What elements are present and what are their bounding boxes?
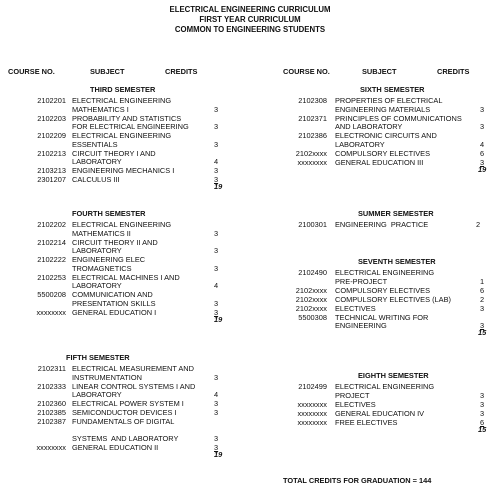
course-code: xxxxxxxx (36, 308, 66, 317)
course-credits: 4 (480, 139, 485, 149)
semester-total-seventh: 15 (478, 328, 487, 338)
semester-total-sixth: 19 (478, 164, 487, 174)
course-subject: TROMAGNETICS (72, 263, 132, 273)
semester-title-fifth: FIFTH SEMESTER (66, 353, 130, 362)
course-credits: 3 (480, 303, 485, 313)
course-subject: ELECTRICAL ENGINEERING (72, 131, 172, 141)
semester-total-eighth: 15 (478, 424, 487, 434)
course-credits: 3 (214, 228, 219, 238)
course-subject: SYSTEMS AND LABORATORY (72, 434, 179, 444)
course-code: 2102209 (37, 131, 66, 141)
course-code: xxxxxxxx (36, 443, 66, 453)
course-subject: SEMICONDUCTOR DEVICES I (72, 408, 177, 418)
course-code: 2102xxxx (295, 148, 327, 158)
course-credits: 3 (480, 122, 485, 132)
course-credits: 4 (214, 390, 219, 400)
course-code: 2102214 (37, 237, 66, 247)
course-credits: 3 (214, 246, 219, 256)
course-subject: ELECTRICAL ENGINEERING (72, 220, 172, 229)
course-subject: COMMUNICATION AND (72, 290, 153, 300)
course-subject: COMPULSORY ELECTIVES (LAB) (335, 294, 451, 304)
course-code: 2102387 (37, 417, 66, 427)
course-code: 2301207 (37, 175, 66, 185)
course-code: 2102360 (37, 399, 66, 409)
semester-title-fourth: FOURTH SEMESTER (72, 209, 146, 218)
course-subject: PRESENTATION SKILLS (72, 299, 156, 308)
course-credits: 3 (214, 434, 219, 444)
course-credits: 3 (480, 390, 485, 400)
course-subject: CIRCUIT THEORY I AND (72, 148, 156, 158)
course-subject: COMPULSORY ELECTIVES (335, 148, 431, 158)
course-credits: 3 (480, 399, 485, 409)
course-credits: 3 (214, 122, 219, 132)
course-subject: ELECTRONIC CIRCUITS AND (335, 131, 437, 141)
col-subject: SUBJECT (90, 67, 125, 76)
course-subject: CIRCUIT THEORY II AND (72, 237, 158, 247)
semester-title-sixth: SIXTH SEMESTER (360, 85, 425, 94)
course-subject: GENERAL EDUCATION III (335, 157, 424, 167)
course-subject: ESSENTIALS (72, 139, 118, 149)
course-subject: ELECTIVES (335, 399, 376, 409)
course-code: 2103213 (37, 166, 66, 176)
course-code: 2102213 (37, 148, 66, 158)
course-code: 5500208 (37, 290, 66, 300)
course-subject: INSTRUMENTATION (72, 372, 142, 382)
total-credits-label: TOTAL CREDITS FOR GRADUATION = (283, 476, 417, 485)
course-code: 2102203 (37, 113, 66, 123)
course-credits: 3 (480, 104, 485, 114)
course-subject: CALCULUS III (72, 175, 120, 185)
semester-title-summer: SUMMER SEMESTER (358, 209, 434, 218)
course-subject: GENERAL EDUCATION I (72, 308, 157, 317)
course-subject: FOR ELECTRICAL ENGINEERING (72, 122, 189, 132)
course-subject: ELECTRICAL ENGINEERING (72, 96, 172, 105)
course-subject: PROBABILITY AND STATISTICS (72, 113, 182, 123)
course-subject: PRINCIPLES OF COMMUNICATIONS (335, 113, 462, 123)
course-code: xxxxxxxx (297, 157, 327, 167)
col-credits: CREDITS (165, 67, 198, 76)
course-subject: PROJECT (335, 390, 370, 400)
course-credits: 3 (214, 263, 219, 273)
course-credits: 3 (214, 175, 219, 185)
course-code: 2102222 (37, 255, 66, 265)
course-code: 2102xxxx (295, 294, 327, 304)
course-code: 2102308 (298, 96, 327, 105)
course-subject: LABORATORY (72, 281, 122, 291)
semester-total-fifth: 19 (214, 450, 223, 460)
course-subject: LINEAR CONTROL SYSTEMS I AND (72, 381, 196, 391)
total-credits-value: 144 (418, 476, 432, 485)
course-credits: 3 (480, 157, 485, 167)
course-code: 2102202 (37, 220, 66, 229)
course-code: 2102386 (298, 131, 327, 141)
course-credits: 3 (214, 408, 219, 418)
course-code: xxxxxxxx (297, 408, 327, 418)
course-subject: MATHEMATICS II (72, 228, 131, 238)
course-subject: ENGINEERING ELEC (72, 255, 146, 265)
course-subject: ELECTRICAL ENGINEERING (335, 268, 435, 277)
course-subject: PRE-PROJECT (335, 276, 388, 286)
course-credits: 6 (480, 148, 485, 158)
course-subject: LABORATORY (335, 139, 385, 149)
course-subject: TECHNICAL WRITING FOR (335, 312, 429, 322)
course-code: 2102xxxx (295, 285, 327, 295)
course-credits: 6 (480, 417, 485, 427)
course-code: 2100301 (298, 220, 327, 229)
col-credits-right: CREDITS (437, 67, 470, 76)
course-subject: ELECTRICAL MEASUREMENT AND (72, 364, 194, 373)
course-credits: 3 (214, 166, 219, 176)
course-credits: 3 (214, 104, 219, 114)
course-subject: ELECTIVES (335, 303, 376, 313)
course-subject: AND LABORATORY (335, 122, 403, 132)
course-subject: ENGINEERING MECHANICS I (72, 166, 175, 176)
course-credits: 3 (214, 372, 219, 382)
doc-title: ELECTRICAL ENGINEERING CURRICULUM (169, 5, 331, 14)
course-credits: 3 (214, 399, 219, 409)
semester-title-third: THIRD SEMESTER (90, 85, 156, 94)
course-subject: GENERAL EDUCATION II (72, 443, 159, 453)
course-code: 2102371 (298, 113, 327, 123)
course-code: 2102499 (298, 382, 327, 391)
course-code: 2102385 (37, 408, 66, 418)
course-credits: 2 (480, 294, 485, 304)
course-credits: 3 (480, 408, 485, 418)
col-course-no: COURSE NO. (8, 67, 55, 76)
course-subject: MATHEMATICS I (72, 104, 129, 114)
course-subject: COMPULSORY ELECTIVES (335, 285, 431, 295)
course-credits: 3 (214, 443, 219, 453)
course-credits: 1 (480, 276, 485, 286)
course-credits: 2 (476, 220, 481, 229)
course-code: 5500308 (298, 312, 327, 322)
course-credits: 6 (480, 285, 485, 295)
course-credits: 3 (214, 308, 219, 317)
course-credits: 4 (214, 281, 219, 291)
doc-subtitle-2: COMMON TO ENGINEERING STUDENTS (174, 25, 326, 34)
course-credits: 3 (480, 321, 485, 331)
course-subject: LABORATORY (72, 157, 122, 167)
course-subject: ELECTRICAL POWER SYSTEM I (72, 399, 184, 409)
course-code: 2102253 (37, 272, 66, 282)
course-code: 2102xxxx (295, 303, 327, 313)
course-code: 2102333 (37, 381, 66, 391)
course-subject: ENGINEERING MATERIALS (335, 104, 431, 114)
course-subject: LABORATORY (72, 246, 122, 256)
course-subject: FUNDAMENTALS OF DIGITAL (72, 417, 175, 427)
course-code: 2102311 (37, 364, 66, 373)
course-subject: LABORATORY (72, 390, 122, 400)
course-credits: 3 (214, 139, 219, 149)
course-subject: ELECTRICAL ENGINEERING (335, 382, 435, 391)
col-subject-right: SUBJECT (362, 67, 397, 76)
semester-total-fourth: 19 (214, 315, 223, 324)
course-code: xxxxxxxx (297, 417, 327, 427)
semester-title-eighth: EIGHTH SEMESTER (358, 371, 429, 380)
semester-total-third: 19 (214, 182, 223, 192)
course-subject: FREE ELECTIVES (335, 417, 398, 427)
course-subject: PROPERTIES OF ELECTRICAL (335, 96, 443, 105)
course-subject: ENGINEERING PRACTICE (335, 220, 429, 229)
course-credits: 4 (214, 157, 219, 167)
total-credits (283, 477, 431, 486)
course-code: 2102490 (298, 268, 327, 277)
semester-title-seventh: SEVENTH SEMESTER (358, 257, 436, 266)
course-subject: ELECTRICAL MACHINES I AND (72, 272, 180, 282)
course-code: xxxxxxxx (297, 399, 327, 409)
course-subject: GENERAL EDUCATION IV (335, 408, 425, 418)
course-credits: 3 (214, 299, 219, 308)
course-subject: ENGINEERING (335, 321, 387, 331)
course-code: 2102201 (37, 96, 66, 105)
doc-subtitle: FIRST YEAR CURRICULUM (199, 15, 301, 24)
col-course-no-right: COURSE NO. (283, 67, 330, 76)
